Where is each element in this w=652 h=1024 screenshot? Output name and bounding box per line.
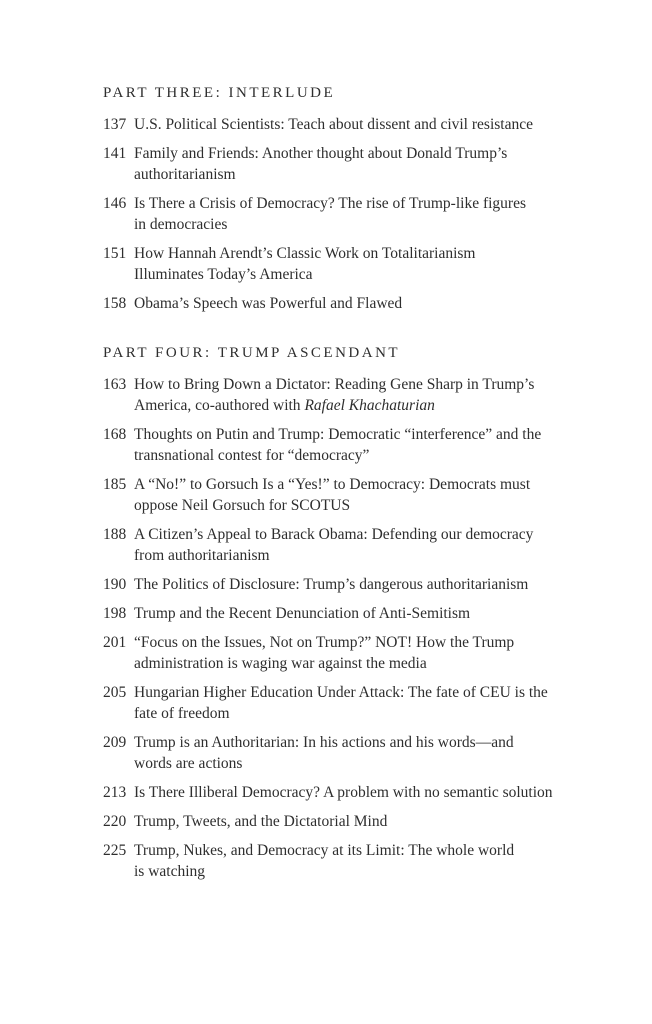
toc-part-section: [103, 343, 564, 882]
toc-entry: [103, 524, 564, 566]
toc-entry-title-line: [134, 603, 564, 624]
toc-entry-title-line: [134, 193, 564, 214]
toc-entry-title: [134, 840, 564, 882]
toc-entry-title-line: [134, 524, 564, 545]
toc-entry-title-line: [134, 395, 564, 416]
toc-entry-text-segment: from authoritarianism: [134, 547, 270, 564]
toc-sections: [103, 83, 564, 882]
toc-entry-page-number: 188: [103, 526, 127, 543]
toc-entry-text-segment: U.S. Political Scientists: Teach about dissent and civil resistance: [134, 116, 533, 133]
toc-entry: [103, 474, 564, 516]
toc-entry-text-segment: Hungarian Higher Education Under Attack: The fate of CEU is the: [134, 684, 548, 701]
toc-entry-title-line: [134, 424, 564, 445]
toc-entry-title-line: [134, 214, 564, 235]
part-heading: PART FOUR: TRUMP ASCENDANT: [103, 345, 401, 361]
toc-entry-title: [134, 474, 564, 516]
toc-part-section: [103, 83, 564, 314]
toc-entry: [103, 293, 564, 314]
toc-entry-text-segment: words are actions: [134, 755, 243, 772]
toc-entry-text-segment: Illuminates Today’s America: [134, 266, 313, 283]
toc-entry: [103, 782, 564, 803]
toc-entry-text-segment: How Hannah Arendt’s Classic Work on Totalitarianism: [134, 245, 476, 262]
toc-entry-page-number: 190: [103, 576, 127, 593]
toc-entry-page-number: 225: [103, 842, 127, 859]
part-heading: PART THREE: INTERLUDE: [103, 85, 336, 101]
toc-entry: [103, 682, 564, 724]
toc-entry-title: [134, 114, 564, 135]
toc-entry-text-segment: Is There Illiberal Democracy? A problem with no semantic solution: [134, 784, 553, 801]
toc-entry-text-segment: A Citizen’s Appeal to Barack Obama: Defending our democracy: [134, 526, 534, 543]
toc-entry-title-line: [134, 753, 564, 774]
toc-entry: [103, 574, 564, 595]
toc-entry-page-number: 213: [103, 784, 127, 801]
toc-entry-title-line: [134, 164, 564, 185]
toc-entry-page-number: 220: [103, 813, 127, 830]
toc-entry-text-segment: The Politics of Disclosure: Trump’s dangerous authoritarianism: [134, 576, 529, 593]
toc-entry-title-line: [134, 732, 564, 753]
toc-entry-title-line: [134, 264, 564, 285]
toc-entry-page-number: 163: [103, 376, 127, 393]
toc-entry-title: [134, 524, 564, 566]
toc-entry-title: [134, 574, 564, 595]
toc-entry-title-line: [134, 703, 564, 724]
toc-entry: [103, 732, 564, 774]
toc-entry-title-line: [134, 653, 564, 674]
toc-entry-title-line: [134, 861, 564, 882]
toc-entry-text-segment: Family and Friends: Another thought about Donald Trump’s: [134, 145, 508, 162]
toc-entry-text-segment: Trump, Nukes, and Democracy at its Limit: The whole world: [134, 842, 515, 859]
toc-entry-text-segment: oppose Neil Gorsuch for SCOTUS: [134, 497, 351, 514]
toc-entry-text-segment: Obama’s Speech was Powerful and Flawed: [134, 295, 403, 312]
toc-entry-title-line: [134, 811, 564, 832]
toc-entry-title-line: [134, 474, 564, 495]
toc-entry-page-number: 146: [103, 195, 127, 212]
toc-entry-text-segment: authoritarianism: [134, 166, 236, 183]
toc-entry: [103, 603, 564, 624]
toc-entry-title-line: [134, 632, 564, 653]
toc-entry-page-number: 201: [103, 634, 127, 651]
toc-entry-text-segment: How to Bring Down a Dictator: Reading Gene Sharp in Trump’s: [134, 376, 535, 393]
toc-entry-title: [134, 243, 564, 285]
toc-entry-text-segment: Trump and the Recent Denunciation of Anti-Semitism: [134, 605, 471, 622]
toc-entry-title-line: [134, 293, 564, 314]
toc-entry: [103, 114, 564, 135]
toc-entry-page-number: 141: [103, 145, 127, 162]
toc-entry-page-number: 158: [103, 295, 127, 312]
toc-entry-title: [134, 374, 564, 416]
toc-entry-page-number: 209: [103, 734, 127, 751]
toc-entry-page-number: 137: [103, 116, 127, 133]
toc-entry-text-segment: Thoughts on Putin and Trump: Democratic “interference” and the: [134, 426, 542, 443]
toc-entry-title-line: [134, 545, 564, 566]
toc-entry: [103, 632, 564, 674]
toc-entry-text-segment: Is There a Crisis of Democracy? The rise of Trump-like figures: [134, 195, 526, 212]
toc-entry-title: [134, 603, 564, 624]
toc-entry-title: [134, 193, 564, 235]
toc-entry-title: [134, 293, 564, 314]
toc-entry-page-number: 205: [103, 684, 127, 701]
toc-entry: [103, 424, 564, 466]
toc-entry-title: [134, 782, 564, 803]
toc-entry-title: [134, 811, 564, 832]
toc-entry-title-line: [134, 574, 564, 595]
toc-entry-text-segment: Trump, Tweets, and the Dictatorial Mind: [134, 813, 388, 830]
toc-entry-coauthor-italic: Rafael Khachaturian: [304, 397, 435, 414]
toc-entry-title-line: [134, 243, 564, 264]
toc-entry-text-segment: fate of freedom: [134, 705, 230, 722]
toc-entry: [103, 193, 564, 235]
toc-entry-title-line: [134, 445, 564, 466]
toc-entry-title-line: [134, 682, 564, 703]
toc-entry-title-line: [134, 840, 564, 861]
toc-entry-title: [134, 732, 564, 774]
toc-entry-text-segment: Trump is an Authoritarian: In his actions and his words—and: [134, 734, 514, 751]
toc-entry: [103, 374, 564, 416]
toc-entry-text-segment: America, co-authored with: [134, 397, 305, 414]
toc-entry-title-line: [134, 143, 564, 164]
toc-entry-title-line: [134, 495, 564, 516]
toc-entry-page-number: 185: [103, 476, 127, 493]
toc-entry-title: [134, 424, 564, 466]
toc-entry-title: [134, 682, 564, 724]
toc-entry-text-segment: “Focus on the Issues, Not on Trump?” NOT! How the Trump: [134, 634, 515, 651]
toc-entry-text-segment: is watching: [134, 863, 206, 880]
toc-entry-text-segment: in democracies: [134, 216, 228, 233]
toc-entry-page-number: 198: [103, 605, 127, 622]
toc-entry-text-segment: administration is waging war against the media: [134, 655, 427, 672]
toc-entry-text-segment: A “No!” to Gorsuch Is a “Yes!” to Democracy: Democrats must: [134, 476, 531, 493]
toc-entry: [103, 811, 564, 832]
toc-entry-page-number: 151: [103, 245, 127, 262]
toc-entry: [103, 143, 564, 185]
toc-entry-title-line: [134, 782, 564, 803]
toc-entry-title: [134, 632, 564, 674]
toc-entry: [103, 840, 564, 882]
toc-entry: [103, 243, 564, 285]
toc-entry-title-line: [134, 374, 564, 395]
toc-entry-title: [134, 143, 564, 185]
toc-entry-page-number: 168: [103, 426, 127, 443]
toc-entry-text-segment: transnational contest for “democracy”: [134, 447, 370, 464]
toc-entry-title-line: [134, 114, 564, 135]
